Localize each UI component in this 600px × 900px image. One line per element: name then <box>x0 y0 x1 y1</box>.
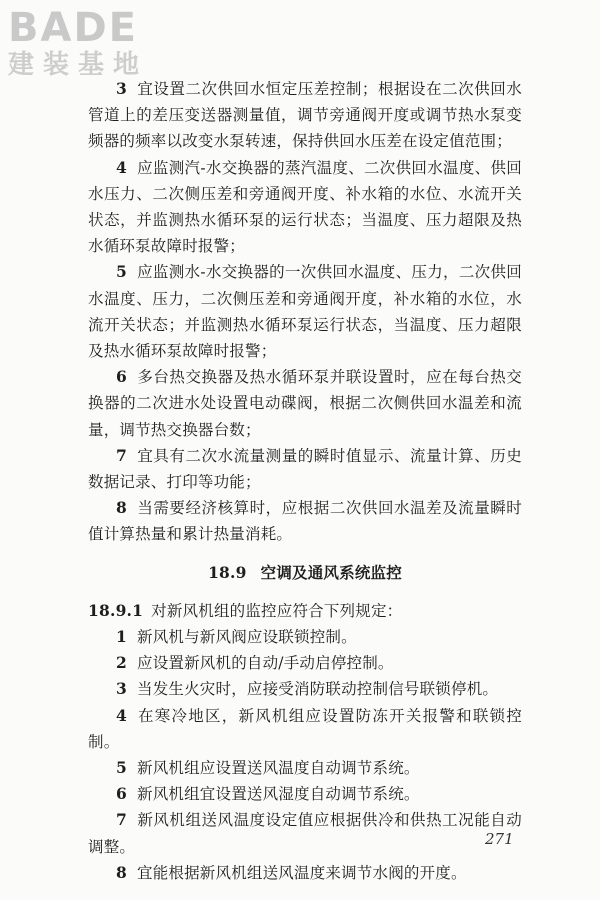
list-item <box>88 495 522 547</box>
item-text: 新风机组应设置送风温度自动调节系统。 <box>137 759 420 778</box>
section-title: 空调及通风系统监控 <box>260 562 402 582</box>
item-number: 1 <box>116 627 127 647</box>
item-list-bottom <box>88 624 522 886</box>
page-number: 271 <box>485 830 514 848</box>
item-number: 8 <box>116 862 127 882</box>
item-text: 新风机组宜设置送风湿度自动调节系统。 <box>137 785 420 804</box>
item-number: 3 <box>116 679 127 699</box>
list-item <box>88 443 522 495</box>
item-list-top <box>88 76 522 548</box>
list-item <box>88 807 522 859</box>
item-number: 4 <box>116 705 127 725</box>
item-text: 应设置新风机的自动/手动启停控制。 <box>137 654 394 673</box>
list-item <box>88 781 522 807</box>
item-number: 7 <box>116 445 127 465</box>
item-number: 6 <box>116 784 127 804</box>
item-text: 应监测汽-水交换器的蒸汽温度、二次供回水温度、供回水压力、二次侧压差和旁通阀开度、补水箱的水位、水流开关状态，并监测热水循环泵的运行状态；当温度、压力超限及热水循环泵故障时报警； <box>88 158 522 256</box>
list-item <box>88 755 522 781</box>
list-item <box>88 650 522 676</box>
item-number: 6 <box>116 367 127 387</box>
list-item <box>88 155 522 260</box>
list-item <box>88 860 522 886</box>
clause-number: 18.9.1 <box>88 600 144 620</box>
item-number: 2 <box>116 653 127 673</box>
watermark-brand: BADE <box>8 5 138 51</box>
list-item <box>88 259 522 364</box>
watermark-subtitle: 建装基地 <box>8 50 149 80</box>
item-text: 当需要经济核算时，应根据二次供回水温差及流量瞬时值计算热量和累计热量消耗。 <box>88 499 522 544</box>
list-item <box>88 676 522 702</box>
item-text: 在寒冷地区，新风机组应设置防冻开关报警和联锁控制。 <box>88 706 522 751</box>
list-item <box>88 76 522 155</box>
clause-18-9-1 <box>88 598 522 624</box>
item-text: 宜能根据新风机组送风温度来调节水阀的开度。 <box>137 863 467 882</box>
item-number: 5 <box>116 758 127 778</box>
item-number: 4 <box>116 157 127 177</box>
list-item <box>88 364 522 443</box>
list-item <box>88 624 522 650</box>
item-text: 新风机组送风温度设定值应根据供冷和供热工况能自动调整。 <box>88 811 522 856</box>
page-body <box>88 76 522 886</box>
item-text: 新风机与新风阀应设联锁控制。 <box>137 628 357 647</box>
item-number: 5 <box>116 262 127 282</box>
item-number: 8 <box>116 498 127 518</box>
list-item <box>88 703 522 755</box>
item-number: 7 <box>116 810 127 830</box>
section-number: 18.9 <box>208 562 247 582</box>
section-heading <box>88 560 522 586</box>
item-text: 应监测水-水交换器的一次供回水温度、压力，二次供回水温度、压力，二次侧压差和旁通阀开度，补水箱的水位，水流开关状态；并监测热水循环泵运行状态，当温度、压力超限及热水循环泵故障时报警； <box>88 263 522 361</box>
item-text: 宜设置二次供回水恒定压差控制；根据设在二次供回水管道上的差压变送器测量值，调节旁通阀开度或调节热水泵变频器的频率以改变水泵转速，保持供回水压差在设定值范围； <box>88 80 522 151</box>
item-text: 当发生火灾时，应接受消防联动控制信号联锁停机。 <box>137 680 499 699</box>
clause-text: 对新风机组的监控应符合下列规定： <box>151 601 403 620</box>
item-text: 多台热交换器及热水循环泵并联设置时，应在每台热交换器的二次进水处设置电动碟阀，根据二次侧供回水温差和流量，调节热交换器台数； <box>88 368 522 439</box>
watermark-logo <box>8 6 148 80</box>
item-text: 宜具有二次水流量测量的瞬时值显示、流量计算、历史数据记录、打印等功能； <box>88 446 522 492</box>
item-number: 3 <box>116 79 127 98</box>
